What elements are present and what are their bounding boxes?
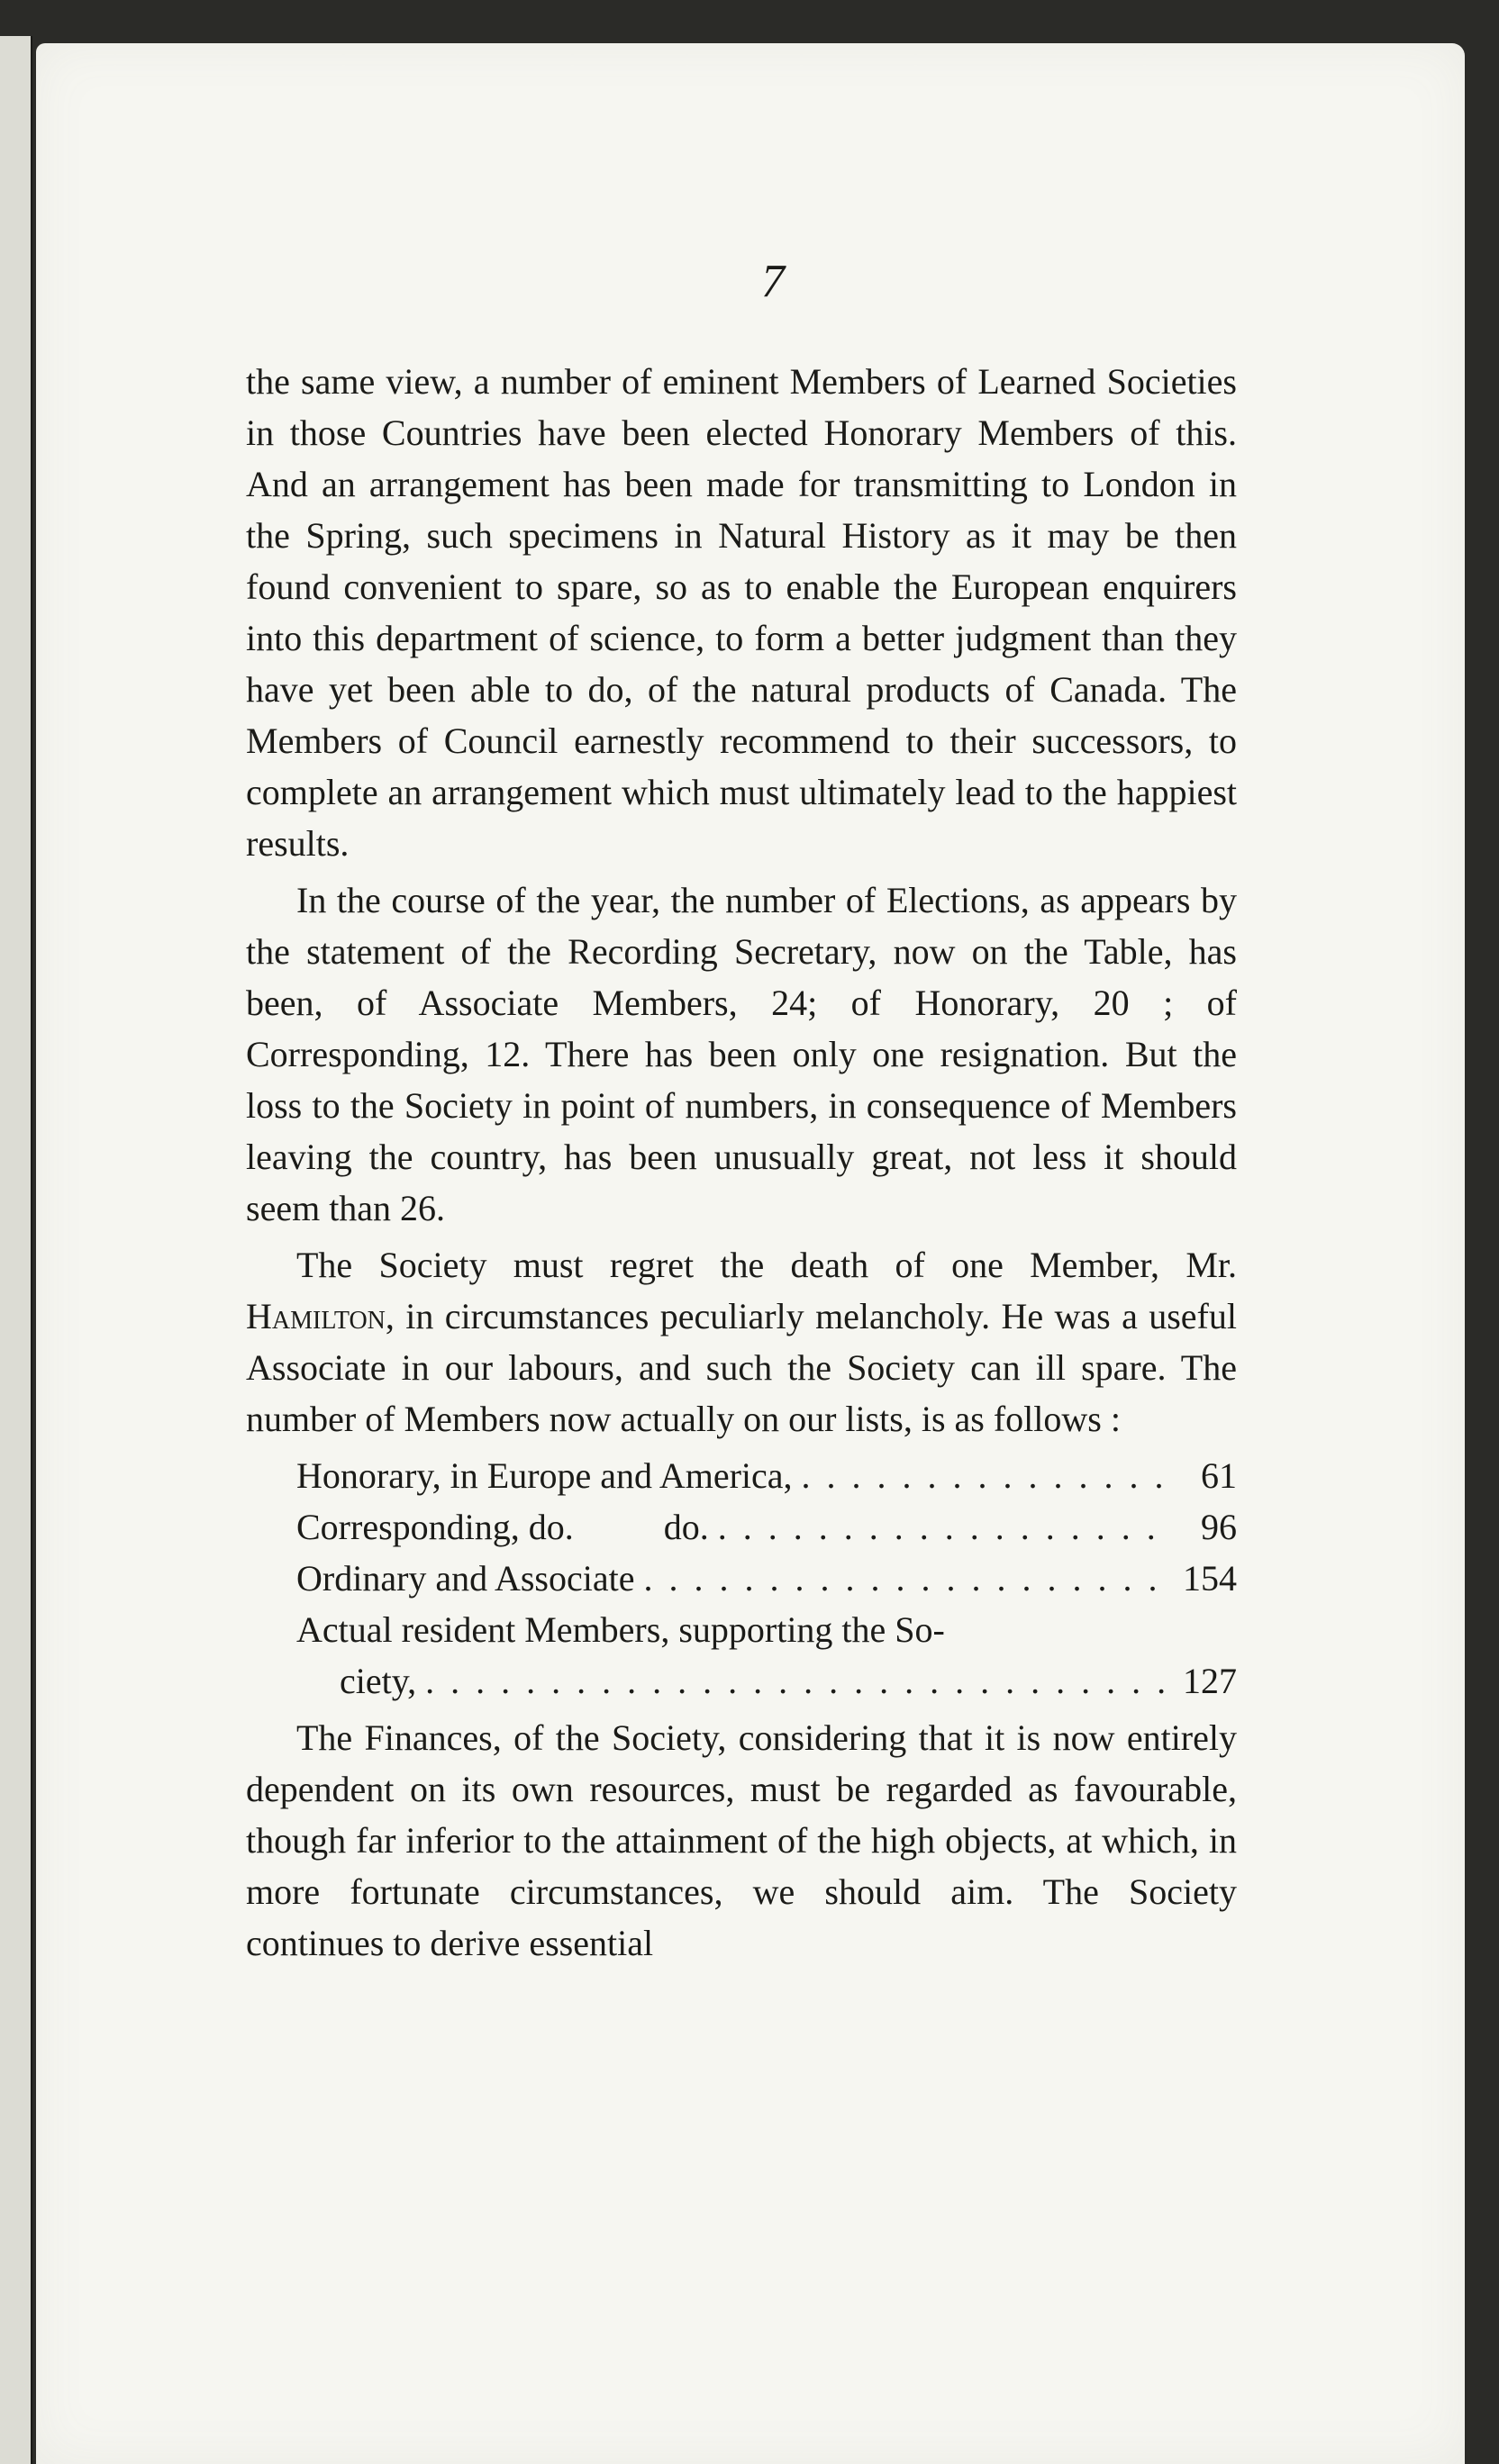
members-table [246,1450,1237,1707]
row-label: Honorary, in Europe and America, [296,1455,793,1496]
row-label: ciety, [340,1661,417,1701]
paragraph-death-start: The Society must regret the death of one Member, Mr. [296,1245,1237,1285]
paragraph-death-rest: , in circumstances peculiarly melancholy. He was a useful Associate in our labours, and such the Society can ill spare. The number of Members now actually on our lists, is as follows : [246,1296,1237,1439]
document-page [36,43,1465,2464]
paragraph-elections: In the course of the year, the number of Elections, as appears by the statement of the Recording Secretary, now on the Table, has been, of Associate Members, 24; of Honorary, 20 ; of Corresponding, 12. There has been only one resignation. But the loss to the Society in point of numbers, in consequence of Members leaving the country, has been unusually great, not less it should seem than 26. [246,880,1237,1228]
table-row-resident-line-1 [246,1604,1237,1655]
leader-dots [425,1655,1174,1707]
row-value: 154 [1183,1558,1237,1599]
paragraph-finances: The Finances, of the Society, considering that it is now entirely dependent on its own resources, must be regarded as favourable, though far inferior to the attainment of the high objects, at which, in more fortunate circumstances, we should aim. The Society continues to derive essential [246,1717,1237,1963]
table-row-ordinary [246,1553,1237,1604]
leader-dots [643,1553,1174,1604]
row-label: Corresponding, do. do. [296,1507,709,1547]
row-value: 96 [1201,1507,1237,1547]
table-row-corresponding [246,1501,1237,1553]
row-value: 61 [1201,1455,1237,1496]
member-name-hamilton: Hamilton [246,1296,386,1336]
table-row-resident-line-2 [246,1655,1237,1707]
row-label: Actual resident Members, supporting the So- [296,1609,945,1650]
page-content [246,255,1237,1974]
table-row-honorary [246,1450,1237,1501]
row-value: 127 [1183,1661,1237,1701]
leader-dots [802,1450,1174,1501]
page-number: 7 [761,256,785,307]
row-label: Ordinary and Associate [296,1558,635,1599]
leader-dots [718,1501,1174,1553]
adjacent-page-edge [0,36,32,2464]
paragraph-death-of-member [246,1239,1237,1445]
paragraph-learned-societies: the same view, a number of eminent Members of Learned Societies in those Countries have been elected Honorary Members of this. And an arrangement has been made for transmitting to London in the Spring, such specimens in Natural History as it may be then found convenient to spare, so as to enable the European enquirers into this department of science, to form a better judgment than they have yet been able to do, of the natural products of Canada. The Members of Council earnestly recommend to their successors, to complete an arrangement which must ultimately lead to the happiest results. [246,361,1237,864]
